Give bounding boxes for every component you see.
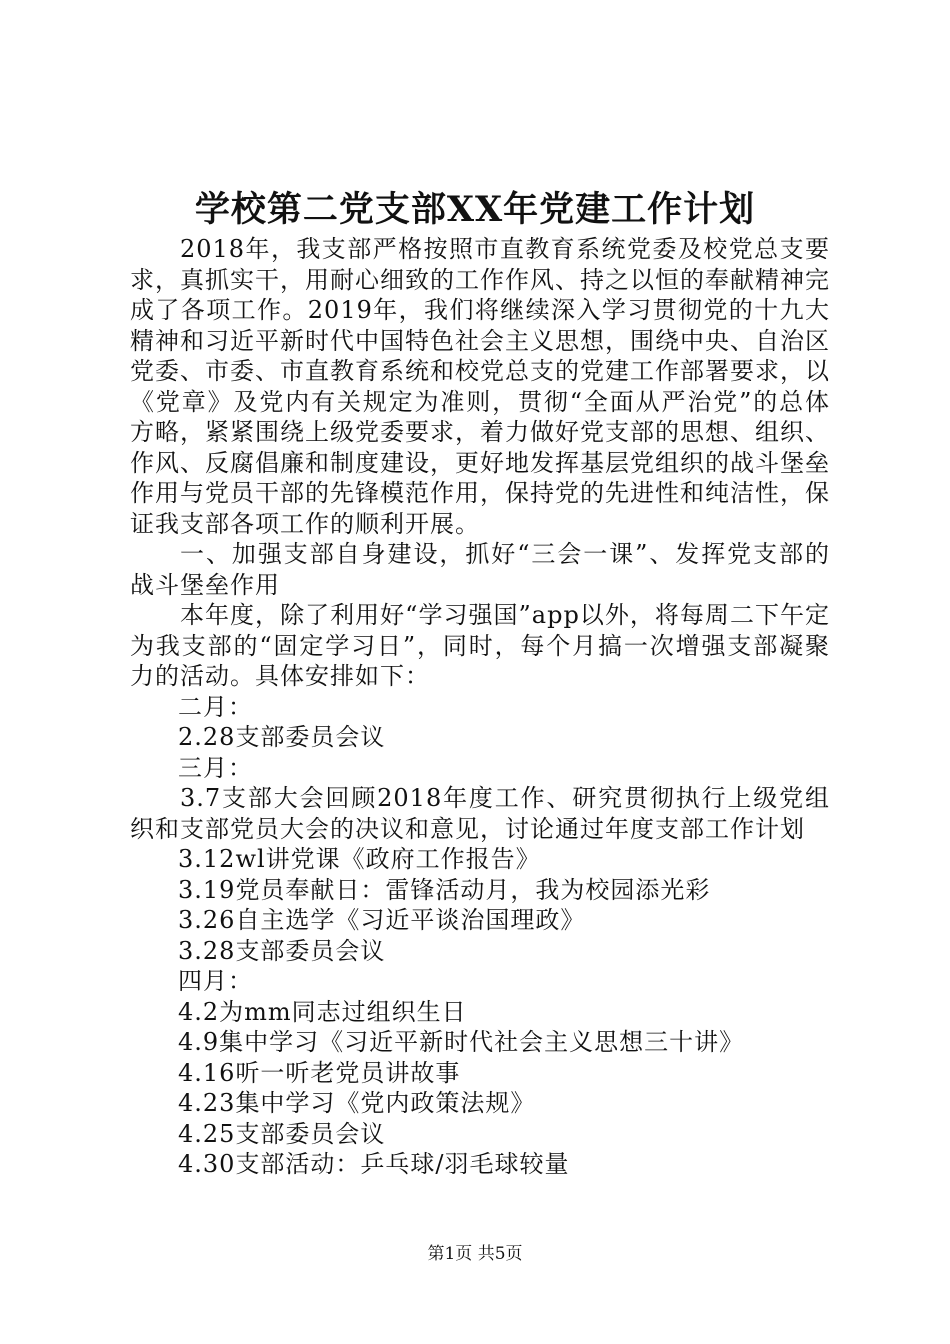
- schedule-item: 3.26自主选学《习近平谈治国理政》: [178, 906, 586, 934]
- section-heading-1: 一、加强支部自身建设，抓好“三会一课”、发挥党支部的战斗堡垒作用: [130, 540, 830, 599]
- schedule-item-long: 3.7支部大会回顾2018年度工作、研究贯彻执行上级党组织和支部党员大会的决议和意见，讨论通过年度支部工作计划: [130, 784, 830, 843]
- schedule-item: 2.28支部委员会议: [178, 723, 386, 751]
- schedule-item: 3.28支部委员会议: [178, 936, 386, 965]
- schedule-item: 3.19党员奉献日：雷锋活动月，我为校园添光彩: [178, 875, 711, 904]
- document-body: [130, 234, 830, 1180]
- schedule-item: 4.16听一听老党员讲故事: [178, 1058, 461, 1087]
- month-heading-march: 三月：: [178, 753, 253, 782]
- schedule-item: 4.9集中学习《习近平新时代社会主义思想三十讲》: [178, 1028, 745, 1056]
- month-heading-april: 四月：: [178, 967, 253, 995]
- schedule-item: 4.2为mm同志过组织生日: [178, 997, 467, 1026]
- schedule-item: 3.12wl讲党课《政府工作报告》: [178, 845, 541, 873]
- schedule-item: 4.25支部委员会议: [178, 1119, 386, 1148]
- intro-paragraph: 2018年，我支部严格按照市直教育系统党委及校党总支要求，真抓实干，用耐心细致的工作作风、持之以恒的奉献精神完成了各项工作。2019年，我们将继续深入学习贯彻党的十九大精神和习近平新时代中国特色社会主义思想，围绕中央、自治区党委、市委、市直教育系统和校党总支的党建工作部署要求，以《党章》及党内有关规定为准则，贯彻“全面从严治党”的总体方略，紧紧围绕上级党委要求，着力做好党支部的思想、组织、作风、反腐倡廉和制度建设，更好地发挥基层党组织的战斗堡垒作用与党员干部的先锋模范作用，保持党的先进性和纯洁性，保证我支部各项工作的顺利开展。: [130, 235, 830, 538]
- schedule-item: 4.30支部活动：乒乓球/羽毛球较量: [178, 1150, 570, 1178]
- document-title: 学校第二党支部XX年党建工作计划: [194, 189, 756, 230]
- schedule-item: 4.23集中学习《党内政策法规》: [178, 1089, 536, 1117]
- schedule-intro-paragraph: 本年度，除了利用好“学习强国”app以外，将每周二下午定为我支部的“固定学习日”，同时，每个月搞一次增强支部凝聚力的活动。具体安排如下：: [130, 601, 830, 690]
- page-number-footer: 第1页 共5页: [427, 1244, 523, 1264]
- month-heading-february: 二月：: [178, 692, 253, 721]
